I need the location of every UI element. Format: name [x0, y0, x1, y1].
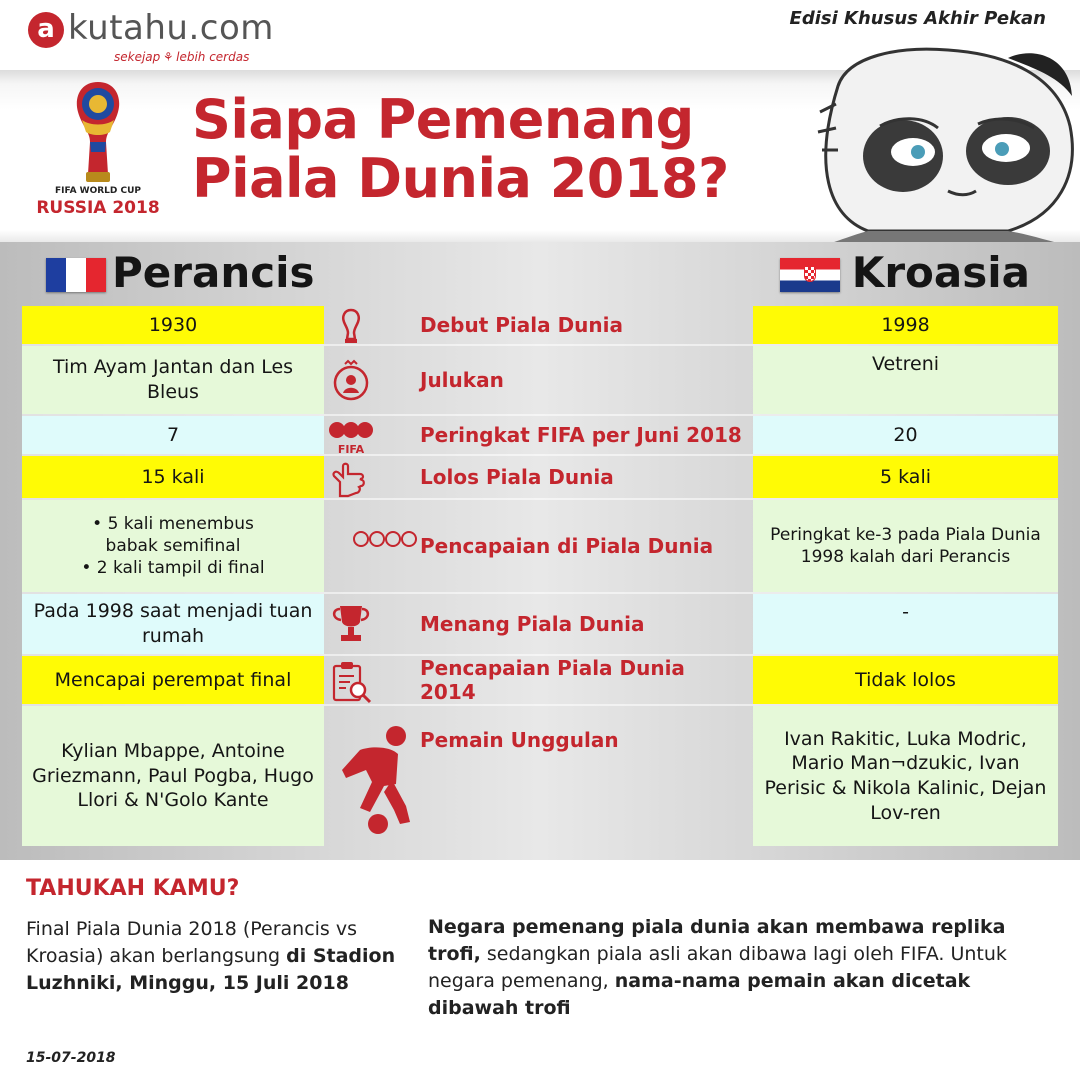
trophy-note-bold-2: nama-nama pemain akan dicetak dibawah trofi [428, 969, 971, 1019]
left-value: Pada 1998 saat menjadi tuan rumah [22, 594, 324, 654]
trophy-note-normal: sedangkan piala asli akan dibawa lagi oleh FIFA. Untuk negara pemenang, [428, 942, 1007, 992]
table-row [22, 346, 1058, 416]
brand-tagline: sekejap ⚘ lebih cerdas [114, 50, 250, 64]
country-right: Kroasia [851, 248, 1030, 297]
publish-date: 15-07-2018 [26, 1050, 116, 1066]
left-value [22, 500, 324, 592]
left-value-line: • 2 kali tampil di final [81, 558, 265, 579]
left-value: 15 kali [22, 456, 324, 498]
title-line-1: Siapa Pemenang [192, 88, 694, 151]
did-you-know-text [26, 916, 406, 997]
left-value: Kylian Mbappe, Antoine Griezmann, Paul Pogba, Hugo Llori & N'Golo Kante [22, 706, 324, 846]
logo-line-2: RUSSIA 2018 [36, 198, 160, 218]
table-row [22, 416, 1058, 456]
row-label: Julukan [420, 368, 504, 392]
brand-name: kutahu.com [68, 8, 274, 48]
fifa-balls-icon [328, 420, 374, 456]
row-label: Pencapaian di Piala Dunia [420, 534, 714, 558]
world-cup-trophy-icon [68, 80, 128, 184]
did-you-know-text-bold: di Stadion Luzhniki, Minggu, 15 Juli 2018 [26, 944, 396, 994]
medals-icon [352, 524, 418, 554]
left-value-line: babak semifinal [105, 535, 241, 556]
did-you-know-text-normal: Final Piala Dunia 2018 (Perancis vs Kroasia) akan berlangsung [26, 918, 358, 967]
football-player-icon [340, 724, 420, 836]
left-value: Tim Ayam Jantan dan Les Bleus [22, 346, 324, 414]
right-value: Vetreni [753, 346, 1058, 414]
table-row [22, 706, 1058, 846]
left-value: Mencapai perempat final [22, 656, 324, 704]
right-value: 1998 [753, 306, 1058, 344]
croatia-shield-icon [804, 266, 816, 282]
row-label: Debut Piala Dunia [420, 313, 623, 337]
did-you-know-heading: TAHUKAH KAMU? [26, 876, 240, 901]
right-value: Tidak lolos [753, 656, 1058, 704]
hand-pointing-icon [328, 460, 374, 498]
brand-letter: a [28, 12, 64, 48]
row-label: Lolos Piala Dunia [420, 465, 614, 489]
france-flag-icon [46, 258, 106, 292]
table-row [22, 456, 1058, 500]
brand-logo [28, 10, 328, 66]
clipboard-search-icon [328, 660, 374, 704]
cup-icon [328, 600, 374, 646]
trophy-note [428, 914, 1058, 1022]
left-value: 1930 [22, 306, 324, 344]
table-row [22, 594, 1058, 656]
edition-label: Edisi Khusus Akhir Pekan [789, 8, 1046, 29]
title-line-2: Piala Dunia 2018? [192, 147, 729, 211]
row-label: Menang Piala Dunia [420, 612, 645, 636]
right-value: 5 kali [753, 456, 1058, 498]
right-value: - [753, 594, 1058, 654]
mascot-icon [328, 358, 374, 404]
table-row [22, 306, 1058, 346]
row-label: Pemain Unggulan [420, 728, 619, 752]
fifa-badge-text: FIFA [337, 443, 365, 456]
right-value: 20 [753, 416, 1058, 454]
table-row [22, 656, 1058, 706]
trophy-icon [328, 308, 374, 344]
worried-panda-illustration [808, 46, 1080, 246]
page-title [192, 90, 729, 209]
left-value-line: • 5 kali menembus [92, 513, 254, 534]
country-left: Perancis [112, 248, 315, 297]
right-value: Ivan Rakitic, Luka Modric, Mario Man¬dzukic, Ivan Perisic & Nikola Kalinic, Dejan Lov-ren [753, 706, 1058, 846]
table-row [22, 500, 1058, 594]
left-value: 7 [22, 416, 324, 454]
world-cup-logo [28, 80, 168, 225]
croatia-flag-icon [780, 258, 840, 292]
right-value: Peringkat ke-3 pada Piala Dunia 1998 kalah dari Perancis [753, 500, 1058, 592]
row-label: Peringkat FIFA per Juni 2018 [420, 423, 742, 447]
row-label: Pencapaian Piala Dunia 2014 [420, 656, 685, 704]
logo-line-1: FIFA WORLD CUP [54, 186, 142, 196]
trophy-note-bold-1: Negara pemenang piala dunia akan membawa replika trofi, [428, 916, 1006, 965]
